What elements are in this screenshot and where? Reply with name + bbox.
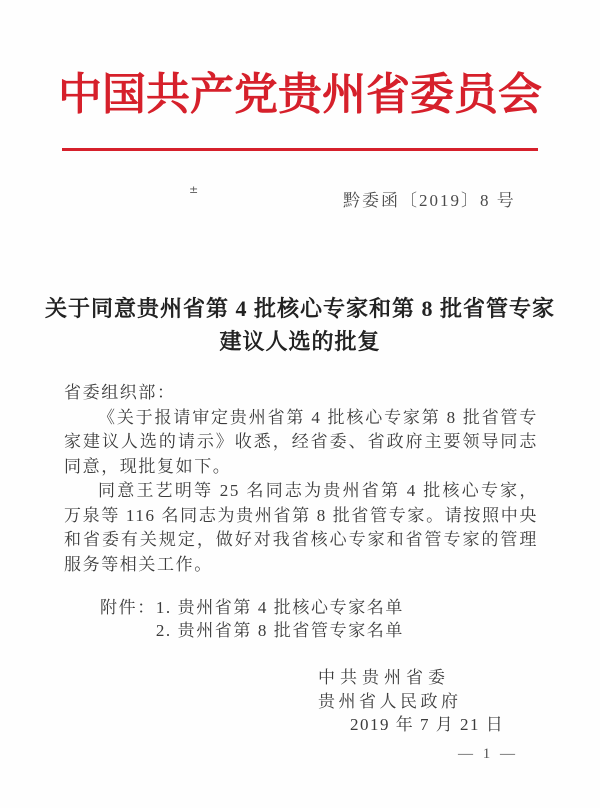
document-title-line1: 关于同意贵州省第 4 批核心专家和第 8 批省管专家 bbox=[44, 296, 555, 321]
signature-date: 2019 年 7 月 21 日 bbox=[350, 715, 505, 734]
attachments-label: 附件： bbox=[100, 598, 156, 617]
signature-org-party: 中共贵州省委 bbox=[318, 668, 450, 687]
document-number: 黔委函〔2019〕8 号 bbox=[343, 191, 516, 210]
document-title-line2: 建议人选的批复 bbox=[219, 329, 381, 354]
attachments-list bbox=[156, 596, 404, 642]
salutation: 省委组织部： bbox=[64, 383, 176, 402]
letterhead-title: 中国共产党贵州省委员会 bbox=[58, 70, 542, 119]
scan-artifact-mark: ± bbox=[189, 183, 199, 196]
signature-block bbox=[318, 666, 504, 737]
signature-org-government: 贵州省人民政府 bbox=[318, 691, 462, 711]
attachment-item-1: 1. 贵州省第 4 批核心专家名单 bbox=[155, 598, 405, 617]
document-body bbox=[64, 381, 538, 577]
red-divider-line bbox=[62, 148, 538, 151]
document-title bbox=[30, 292, 570, 358]
attachment-item-2: 2. 贵州省第 8 批省管专家名单 bbox=[155, 621, 405, 640]
page-number: — 1 — bbox=[458, 746, 518, 762]
body-paragraph-2: 同意王艺明等 25 名同志为贵州省第 4 批核心专家，万泉等 116 名同志为贵州省第 8 批省管专家。请按照中央和省委有关规定，做好对我省核心专家和省管专家的管理服务等相关工作。 bbox=[64, 481, 538, 574]
body-paragraph-1: 《关于报请审定贵州省第 4 批核心专家第 8 批省管专家建议人选的请示》收悉，经省委、省政府主要领导同志同意，现批复如下。 bbox=[64, 407, 538, 476]
attachments-block bbox=[100, 596, 404, 642]
